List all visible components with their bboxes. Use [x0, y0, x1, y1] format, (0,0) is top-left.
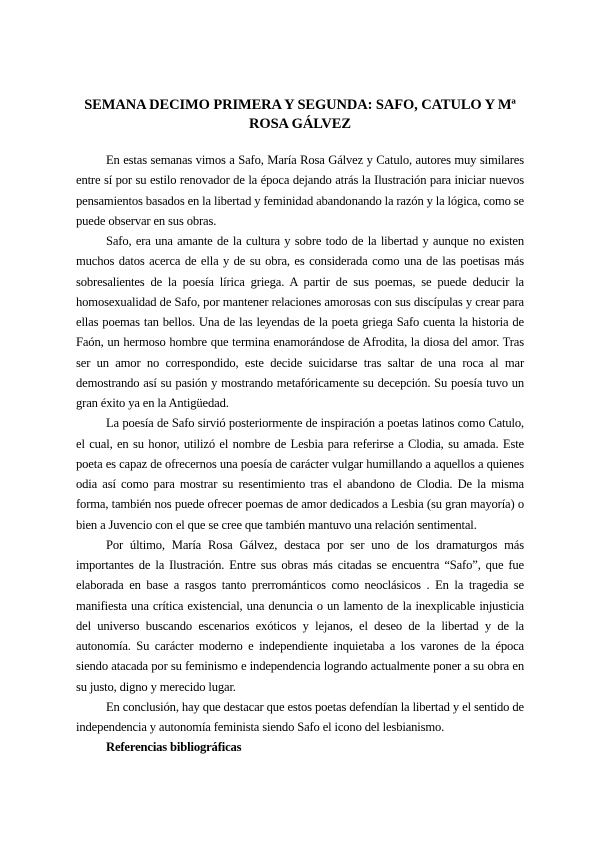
paragraph-galvez: Por último, María Rosa Gálvez, destaca por ser uno de los dramaturgos más importantes de la Ilustración. Entre sus obras más citadas se encuentra “Safo”, que fue elaborada en base a rasgos tanto prerrománticos como neoclásicos . En la tragedia se manifiesta una crítica existencial, una denuncia o un lamento de la inexplicable injusticia del universo buscando escenarios exóticos y lejanos, el deseo de la libertad y de la autonomía. Su carácter moderno e independiente inquietaba a los varones de la época siendo atacada por su feminismo e independencia logrando actualmente poner a su obra en su justo, digno y merecido lugar.: [76, 537, 524, 694]
paragraph-catulo: La poesía de Safo sirvió posteriormente de inspiración a poetas latinos como Catulo, el cual, en su honor, utilizó el nombre de Lesbia para referirse a Clodia, su amada. Este poeta es capaz de ofrecernos una poesía de carácter vulgar humillando a aquellos a quienes odia así como para mostrar su resentimiento tras el abandono de Clodia. De la misma forma, también nos puede ofrecer poemas de amor dedicados a Lesbia (su gran mayoría) o bien a Juvencio con el que se cree que también mantuvo una relación sentimental.: [76, 416, 524, 532]
paragraph-conclusion: En conclusión, hay que destacar que estos poetas defendían la libertad y el sentido de independencia y autonomía feminista siendo Safo el icono del lesbianismo.: [76, 699, 524, 734]
paragraph-safo: Safo, era una amante de la cultura y sobre todo de la libertad y aunque no existen muchos datos acerca de ella y de su obra, es considerada como una de las poetisas más sobresalientes de la poesía lírica griega. A partir de sus poemas, se puede deducir la homosexualidad de Safo, por mantener relaciones amorosas con sus discípulas y crear para ellas poemas tan bellos. Una de las leyendas de la poeta griega Safo cuenta la historia de Faón, un hermoso hombre que termina enamorándose de Afrodita, la diosa del amor. Tras ser un amor no correspondido, este decide suicidarse tras saltar de una roca al mar demostrando así su pasión y mostrando metafóricamente su decepción. Su poesía tuvo un gran éxito ya en la Antigüedad.: [76, 234, 524, 410]
paragraph-intro: En estas semanas vimos a Safo, María Rosa Gálvez y Catulo, autores muy similares entre sí por su estilo renovador de la época dejando atrás la Ilustración para iniciar nuevos pensamientos basados en la libertad y feminidad abandonando la razón y la lógica, como se puede observar en sus obras.: [76, 153, 524, 228]
references-heading: Referencias bibliográficas: [106, 740, 242, 755]
document-body: [76, 150, 524, 758]
document-title: SEMANA DECIMO PRIMERA Y SEGUNDA: SAFO, CATULO Y Mª ROSA GÁLVEZ: [84, 97, 516, 132]
